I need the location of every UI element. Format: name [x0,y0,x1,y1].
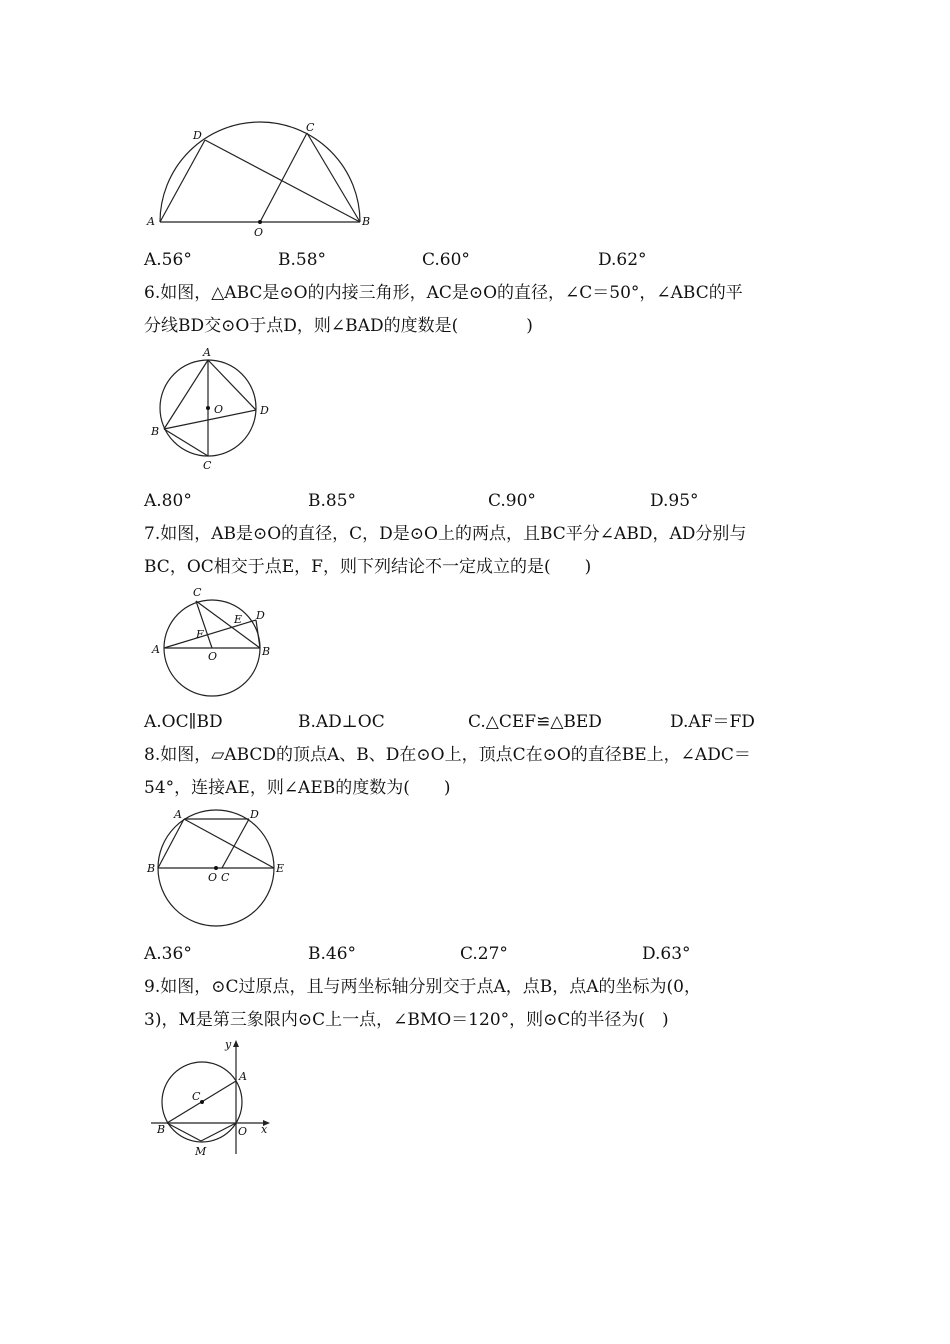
q8-label-e: E [276,862,285,875]
q8-segment-ab [158,819,184,868]
q6-label-o: O [214,403,224,416]
q9-label-x: x [261,1123,268,1136]
q9-label-b: B [157,1123,166,1136]
q7-option-b: B.AD⊥OC [298,712,385,732]
q5-label-a: A [147,215,155,228]
q7-label-f: F [196,628,204,641]
q5-chord-db [205,140,360,222]
q6-segment-ab [164,360,208,429]
q7-figure [148,583,278,703]
q7-label-e: E [234,613,243,626]
q6-segment-bc [164,429,208,456]
q5-option-d: D.62° [598,250,647,270]
q5-label-o: O [254,226,264,239]
q5-label-c: C [306,121,315,134]
q6-label-d: D [260,404,269,417]
q5-option-a: A.56° [144,250,192,270]
q6-segment-bd [164,410,256,429]
q8-center-dot [214,866,218,870]
q9-label-m: M [195,1145,207,1158]
q5-option-c: C.60° [422,250,470,270]
q6-label-a: A [203,346,211,359]
q5-figure [140,115,380,240]
q6-figure [148,343,278,473]
q7-option-d: D.AF＝FD [670,712,755,732]
q6-option-b: B.85° [308,491,357,511]
q5-segment-oc [260,133,307,222]
q8-option-a: A.36° [144,944,192,964]
q9-label-y: y [225,1038,232,1051]
q7-option-c: C.△CEF≌△BED [468,712,602,732]
q8-option-b: B.46° [308,944,357,964]
q6-center-dot [206,406,210,410]
q8-figure [146,805,291,930]
q9-stem-line2: 3)，M是第三象限内⊙C上一点，∠BMO＝120°，则⊙C的半径为( ) [144,1010,669,1030]
q8-stem-line1: 8.如图，▱ABCD的顶点A、B、D在⊙O上，顶点C在⊙O的直径BE上，∠ADC＝ [144,745,751,765]
q9-stem-line1: 9.如图，⊙C过原点，且与两坐标轴分别交于点A，点B，点A的坐标为(0， [144,977,701,997]
q9-label-o: O [238,1125,248,1138]
q5-chord-ad [160,140,205,222]
q7-option-a: A.OC∥BD [144,712,223,732]
q6-stem-line1: 6.如图，△ABC是⊙O的内接三角形，AC是⊙O的直径，∠C＝50°，∠ABC的平 [144,283,743,303]
q6-label-b: B [151,425,160,438]
q6-stem-line2: 分线BD交⊙O于点D，则∠BAD的度数是( ) [144,316,533,336]
q8-option-d: D.63° [642,944,691,964]
q7-stem-line1: 7.如图，AB是⊙O的直径，C，D是⊙O上的两点，且BC平分∠ABD，AD分别与 [144,524,747,544]
q8-label-a: A [174,808,182,821]
q8-label-b: B [147,862,156,875]
q7-label-c: C [193,586,202,599]
q9-y-axis-arrow [233,1040,239,1047]
q7-segment-bc [196,601,260,648]
q9-center-dot [200,1100,204,1104]
q5-label-b: B [362,215,371,228]
q7-label-d: D [256,609,265,622]
q8-stem-line2: 54°，连接AE，则∠AEB的度数为( ) [144,778,451,798]
q6-option-c: C.90° [488,491,536,511]
q5-option-b: B.58° [278,250,327,270]
q7-label-b: B [262,645,271,658]
q7-label-a: A [152,643,160,656]
q9-label-c: C [192,1090,201,1103]
q7-stem-line2: BC，OC相交于点E，F，则下列结论不一定成立的是( ) [144,557,592,577]
q7-segment-bd [256,620,260,648]
q6-option-d: D.95° [650,491,699,511]
q9-label-a: A [239,1070,247,1083]
q8-label-c: C [221,871,230,884]
q6-option-a: A.80° [144,491,192,511]
q7-label-o: O [208,650,218,663]
q8-segment-dc [222,819,249,868]
q5-label-d: D [193,129,202,142]
q8-label-d: D [250,808,259,821]
q8-segment-ae [184,819,274,868]
q6-label-c: C [203,459,212,472]
q8-label-o: O [208,871,218,884]
q5-center-dot [258,220,262,224]
q8-option-c: C.27° [460,944,508,964]
q9-figure [146,1036,281,1161]
